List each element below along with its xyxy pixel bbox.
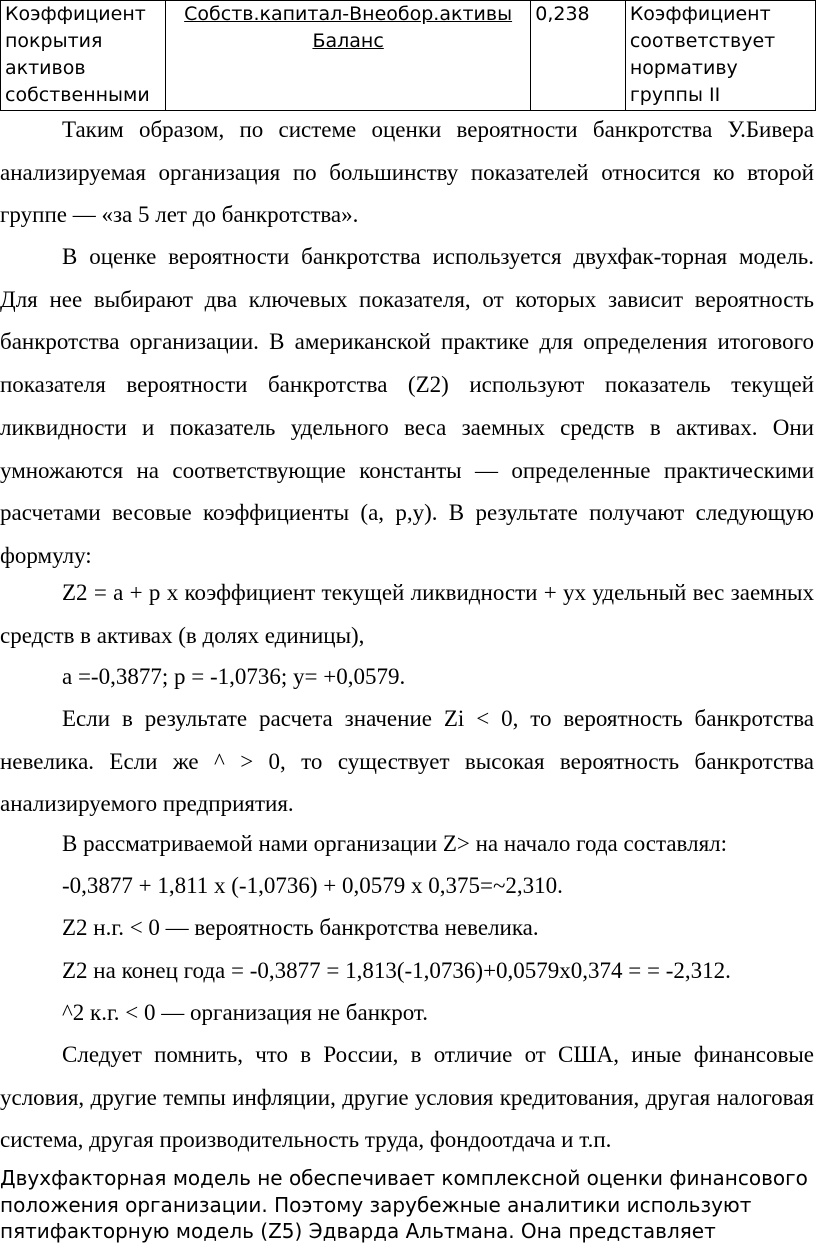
paragraph-formula: Z2 = а + р х коэффициент текущей ликвидности + ух удельный вес заемных средств в активах (в долях единицы), bbox=[0, 580, 814, 648]
table-row bbox=[1, 1, 816, 111]
calc-intro-line: В рассматриваемой нами организации Z> на начало года составлял: bbox=[62, 831, 728, 856]
paragraph-altman-intro: Двухфакторная модель не обеспечивает комплексной оценки финансового положения организации. Поэтому зарубежные аналитики используют пятифакторную модель (Z5) Эдварда Альтмана. Она представляет bbox=[0, 1166, 808, 1243]
calc-end-line: Z2 на конец года = -0,3877 = 1,813(-1,0736)+0,0579х0,374 = = -2,312. bbox=[62, 958, 731, 983]
paragraph-two-factor-model: В оценке вероятности банкротства используется двухфак-торная модель. Для нее выбирают два ключевых показателя, от которых зависит вероятность банкротства организации. В американской практике для определения итогового показателя вероятности банкротства (Z2) используют показатель текущей ликвидности и показатель удельного веса заемных средств в активах. Они умножаются на соответствующие константы — определенные практическими расчетами весовые коэффициенты (а, р,у). В результате получают следующую формулу: bbox=[0, 244, 814, 568]
result-start-line: Z2 н.г. < 0 — вероятность банкротства невелика. bbox=[62, 915, 539, 940]
paragraph-beaver-conclusion: Таким образом, по системе оценки вероятности банкротства У.Бивера анализируемая организация по большинству показателей относится ко второй группе — «за 5 лет до банкротства». bbox=[0, 117, 814, 228]
calc-start-line: -0,3877 + 1,811 х (-1,0736) + 0,0579 х 0,375=~2,310. bbox=[62, 873, 563, 898]
paragraph-russia-note: Следует помнить, что в России, в отличие от США, иные финансовые условия, другие темпы инфляции, другие условия кредитования, другая налоговая система, другая производительность труда, фондоотдача и т.п. bbox=[0, 1042, 814, 1153]
value-cell: 0,238 bbox=[531, 1, 626, 111]
formula-numerator: Собств.капитал-Внеобор.активы bbox=[184, 3, 513, 25]
indicator-name-cell: Коэффициент покрытия активов собственными bbox=[1, 1, 166, 111]
constants-line: а =-0,3877; р = -1,0736; у= +0,0579. bbox=[62, 664, 406, 689]
paragraph-interpretation: Если в результате расчета значение Zi < 0, то вероятность банкротства невелика. Если же ^ > 0, то существует высокая вероятность банкротства анализируемого предприятия. bbox=[0, 706, 814, 817]
formula-cell bbox=[166, 1, 531, 111]
coefficient-table bbox=[0, 0, 816, 111]
conclusion-cell: Коэффициент соответствует нормативу группы II bbox=[625, 1, 815, 111]
formula-denominator: Баланс bbox=[312, 30, 384, 52]
result-end-line: ^2 к.г. < 0 — организация не банкрот. bbox=[62, 1000, 428, 1025]
